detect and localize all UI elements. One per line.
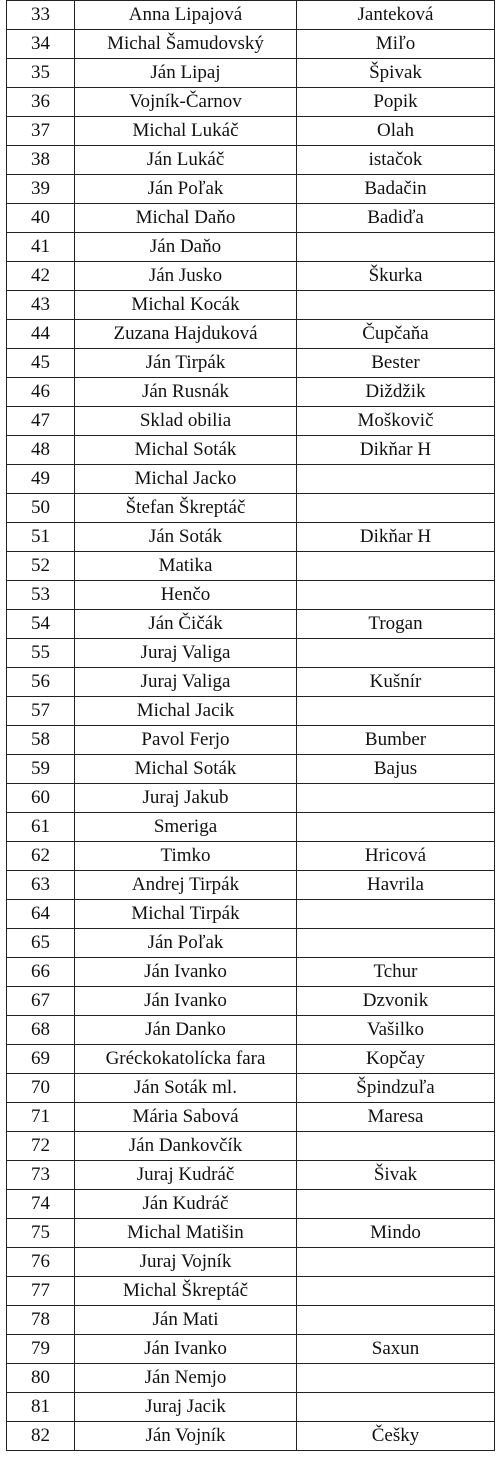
table-row	[7, 900, 495, 929]
owner-name-cell: Mária Sabová	[75, 1103, 297, 1132]
nickname-cell	[297, 1132, 495, 1161]
table-row	[7, 1393, 495, 1422]
row-number-cell: 41	[7, 233, 75, 262]
owner-name-cell: Juraj Valiga	[75, 668, 297, 697]
owner-name-cell: Ján Jusko	[75, 262, 297, 291]
nickname-cell: Havrila	[297, 871, 495, 900]
owner-name-cell: Ján Lipaj	[75, 59, 297, 88]
nickname-cell: Dikňar H	[297, 523, 495, 552]
row-number-cell: 44	[7, 320, 75, 349]
nickname-cell: Bumber	[297, 726, 495, 755]
nickname-cell	[297, 1277, 495, 1306]
row-number-cell: 66	[7, 958, 75, 987]
owner-name-cell: Michal Jacko	[75, 465, 297, 494]
table-row	[7, 1190, 495, 1219]
owner-name-cell: Michal Šamudovský	[75, 30, 297, 59]
table-row	[7, 1045, 495, 1074]
table-row	[7, 465, 495, 494]
nickname-cell	[297, 900, 495, 929]
owner-name-cell: Michal Lukáč	[75, 117, 297, 146]
owner-name-cell: Anna Lipajová	[75, 1, 297, 30]
nickname-cell: Dzvonik	[297, 987, 495, 1016]
row-number-cell: 57	[7, 697, 75, 726]
row-number-cell: 69	[7, 1045, 75, 1074]
nickname-cell	[297, 1306, 495, 1335]
owner-name-cell: Michal Jacik	[75, 697, 297, 726]
nickname-cell: Popik	[297, 88, 495, 117]
nickname-cell: Vašilko	[297, 1016, 495, 1045]
owner-name-cell: Vojník-Čarnov	[75, 88, 297, 117]
nickname-cell	[297, 784, 495, 813]
nickname-cell: Čupčaňa	[297, 320, 495, 349]
owner-name-cell: Juraj Vojník	[75, 1248, 297, 1277]
row-number-cell: 76	[7, 1248, 75, 1277]
row-number-cell: 39	[7, 175, 75, 204]
table-row	[7, 1161, 495, 1190]
nickname-cell	[297, 1364, 495, 1393]
table-row	[7, 175, 495, 204]
row-number-cell: 46	[7, 378, 75, 407]
owner-name-cell: Michal Soták	[75, 436, 297, 465]
table-row	[7, 262, 495, 291]
row-number-cell: 61	[7, 813, 75, 842]
table-row	[7, 1, 495, 30]
row-number-cell: 53	[7, 581, 75, 610]
owner-name-cell: Ján Daňo	[75, 233, 297, 262]
nickname-cell: Moškovič	[297, 407, 495, 436]
nickname-cell	[297, 1248, 495, 1277]
nickname-cell: Diždžik	[297, 378, 495, 407]
table-row	[7, 1219, 495, 1248]
owner-name-cell: Michal Kocák	[75, 291, 297, 320]
row-number-cell: 55	[7, 639, 75, 668]
table-row	[7, 581, 495, 610]
row-number-cell: 52	[7, 552, 75, 581]
owner-name-cell: Michal Tirpák	[75, 900, 297, 929]
table-row	[7, 1132, 495, 1161]
nickname-cell: Špindzuľa	[297, 1074, 495, 1103]
owner-name-cell: Ján Ivanko	[75, 958, 297, 987]
table-row	[7, 958, 495, 987]
owner-name-cell: Ján Lukáč	[75, 146, 297, 175]
table-row	[7, 407, 495, 436]
row-number-cell: 51	[7, 523, 75, 552]
table-row	[7, 494, 495, 523]
row-number-cell: 78	[7, 1306, 75, 1335]
table-row	[7, 1335, 495, 1364]
table-row	[7, 871, 495, 900]
table-row	[7, 697, 495, 726]
table-row	[7, 1016, 495, 1045]
table-row	[7, 349, 495, 378]
nickname-cell: Badačin	[297, 175, 495, 204]
nickname-cell: Mindo	[297, 1219, 495, 1248]
nickname-cell: Bajus	[297, 755, 495, 784]
nickname-cell	[297, 929, 495, 958]
table-row	[7, 639, 495, 668]
owner-name-cell: Ján Ivanko	[75, 1335, 297, 1364]
row-number-cell: 58	[7, 726, 75, 755]
row-number-cell: 38	[7, 146, 75, 175]
nickname-cell	[297, 465, 495, 494]
table-row	[7, 117, 495, 146]
row-number-cell: 60	[7, 784, 75, 813]
nickname-cell	[297, 581, 495, 610]
row-number-cell: 62	[7, 842, 75, 871]
owner-name-cell: Ján Mati	[75, 1306, 297, 1335]
owner-name-cell: Štefan Škreptáč	[75, 494, 297, 523]
nickname-cell	[297, 1393, 495, 1422]
table-row	[7, 552, 495, 581]
owner-name-cell: Michal Soták	[75, 755, 297, 784]
nickname-cell: Češky	[297, 1422, 495, 1451]
owner-name-cell: Ján Čičák	[75, 610, 297, 639]
row-number-cell: 33	[7, 1, 75, 30]
nickname-cell: Olah	[297, 117, 495, 146]
row-number-cell: 59	[7, 755, 75, 784]
row-number-cell: 34	[7, 30, 75, 59]
nickname-cell: Kušnír	[297, 668, 495, 697]
nickname-cell	[297, 552, 495, 581]
owner-name-cell: Ján Soták ml.	[75, 1074, 297, 1103]
nickname-cell: Badiďa	[297, 204, 495, 233]
owner-name-cell: Ján Soták	[75, 523, 297, 552]
row-number-cell: 47	[7, 407, 75, 436]
row-number-cell: 81	[7, 1393, 75, 1422]
table-row	[7, 987, 495, 1016]
table-row	[7, 610, 495, 639]
owner-name-cell: Michal Škreptáč	[75, 1277, 297, 1306]
nickname-cell	[297, 639, 495, 668]
owner-name-cell: Sklad obilia	[75, 407, 297, 436]
nickname-cell: Kopčay	[297, 1045, 495, 1074]
row-number-cell: 36	[7, 88, 75, 117]
row-number-cell: 80	[7, 1364, 75, 1393]
table-row	[7, 1103, 495, 1132]
nickname-cell: Maresa	[297, 1103, 495, 1132]
row-number-cell: 72	[7, 1132, 75, 1161]
table-row	[7, 378, 495, 407]
row-number-cell: 73	[7, 1161, 75, 1190]
owner-name-cell: Ján Nemjo	[75, 1364, 297, 1393]
table-row	[7, 755, 495, 784]
row-number-cell: 71	[7, 1103, 75, 1132]
owner-name-cell: Timko	[75, 842, 297, 871]
table-row	[7, 30, 495, 59]
nickname-cell: Hricová	[297, 842, 495, 871]
row-number-cell: 50	[7, 494, 75, 523]
row-number-cell: 35	[7, 59, 75, 88]
nickname-cell: Bester	[297, 349, 495, 378]
row-number-cell: 82	[7, 1422, 75, 1451]
row-number-cell: 37	[7, 117, 75, 146]
owner-name-cell: Ján Tirpák	[75, 349, 297, 378]
owner-name-cell: Ján Rusnák	[75, 378, 297, 407]
table-row	[7, 1277, 495, 1306]
table-row	[7, 1306, 495, 1335]
nickname-cell: Špivak	[297, 59, 495, 88]
row-number-cell: 65	[7, 929, 75, 958]
row-number-cell: 68	[7, 1016, 75, 1045]
nickname-cell	[297, 494, 495, 523]
owner-name-cell: Ján Danko	[75, 1016, 297, 1045]
row-number-cell: 45	[7, 349, 75, 378]
row-number-cell: 42	[7, 262, 75, 291]
nickname-cell: Miľo	[297, 30, 495, 59]
nickname-cell: Škurka	[297, 262, 495, 291]
owner-name-cell: Juraj Valiga	[75, 639, 297, 668]
owner-name-cell: Andrej Tirpák	[75, 871, 297, 900]
nickname-cell	[297, 233, 495, 262]
row-number-cell: 43	[7, 291, 75, 320]
row-number-cell: 67	[7, 987, 75, 1016]
row-number-cell: 49	[7, 465, 75, 494]
nickname-cell	[297, 1190, 495, 1219]
table-row	[7, 1074, 495, 1103]
owner-name-cell: Zuzana Hajduková	[75, 320, 297, 349]
table-row	[7, 320, 495, 349]
nickname-cell: Šivak	[297, 1161, 495, 1190]
row-number-cell: 54	[7, 610, 75, 639]
row-number-cell: 40	[7, 204, 75, 233]
row-number-cell: 63	[7, 871, 75, 900]
table-row	[7, 146, 495, 175]
nickname-cell: Saxun	[297, 1335, 495, 1364]
owner-name-cell: Juraj Kudráč	[75, 1161, 297, 1190]
table-row	[7, 813, 495, 842]
table-row	[7, 842, 495, 871]
nickname-cell	[297, 813, 495, 842]
owner-name-cell: Henčo	[75, 581, 297, 610]
nickname-cell: Tchur	[297, 958, 495, 987]
nickname-cell: Trogan	[297, 610, 495, 639]
table-row	[7, 668, 495, 697]
table-row	[7, 291, 495, 320]
nickname-cell: Janteková	[297, 1, 495, 30]
owner-name-cell: Michal Matišin	[75, 1219, 297, 1248]
table-row	[7, 1248, 495, 1277]
row-number-cell: 75	[7, 1219, 75, 1248]
row-number-cell: 74	[7, 1190, 75, 1219]
table-row	[7, 59, 495, 88]
owners-table	[6, 0, 495, 1451]
owner-name-cell: Ján Poľak	[75, 929, 297, 958]
owner-name-cell: Ján Kudráč	[75, 1190, 297, 1219]
table-row	[7, 1422, 495, 1451]
table-body	[7, 1, 495, 1451]
owner-name-cell: Pavol Ferjo	[75, 726, 297, 755]
table-row	[7, 784, 495, 813]
nickname-cell	[297, 697, 495, 726]
row-number-cell: 64	[7, 900, 75, 929]
table-row	[7, 726, 495, 755]
table-row	[7, 204, 495, 233]
nickname-cell: Dikňar H	[297, 436, 495, 465]
table-row	[7, 1364, 495, 1393]
row-number-cell: 48	[7, 436, 75, 465]
table-row	[7, 436, 495, 465]
owner-name-cell: Ján Vojník	[75, 1422, 297, 1451]
owner-name-cell: Ján Ivanko	[75, 987, 297, 1016]
nickname-cell	[297, 291, 495, 320]
owner-name-cell: Juraj Jakub	[75, 784, 297, 813]
owner-name-cell: Matika	[75, 552, 297, 581]
row-number-cell: 77	[7, 1277, 75, 1306]
owner-name-cell: Michal Daňo	[75, 204, 297, 233]
owner-name-cell: Ján Poľak	[75, 175, 297, 204]
table-row	[7, 233, 495, 262]
owner-name-cell: Smeriga	[75, 813, 297, 842]
table-row	[7, 88, 495, 117]
row-number-cell: 79	[7, 1335, 75, 1364]
row-number-cell: 56	[7, 668, 75, 697]
owner-name-cell: Gréckokatolícka fara	[75, 1045, 297, 1074]
nickname-cell: istačok	[297, 146, 495, 175]
owner-name-cell: Juraj Jacik	[75, 1393, 297, 1422]
table-row	[7, 929, 495, 958]
table-row	[7, 523, 495, 552]
row-number-cell: 70	[7, 1074, 75, 1103]
owner-name-cell: Ján Dankovčík	[75, 1132, 297, 1161]
